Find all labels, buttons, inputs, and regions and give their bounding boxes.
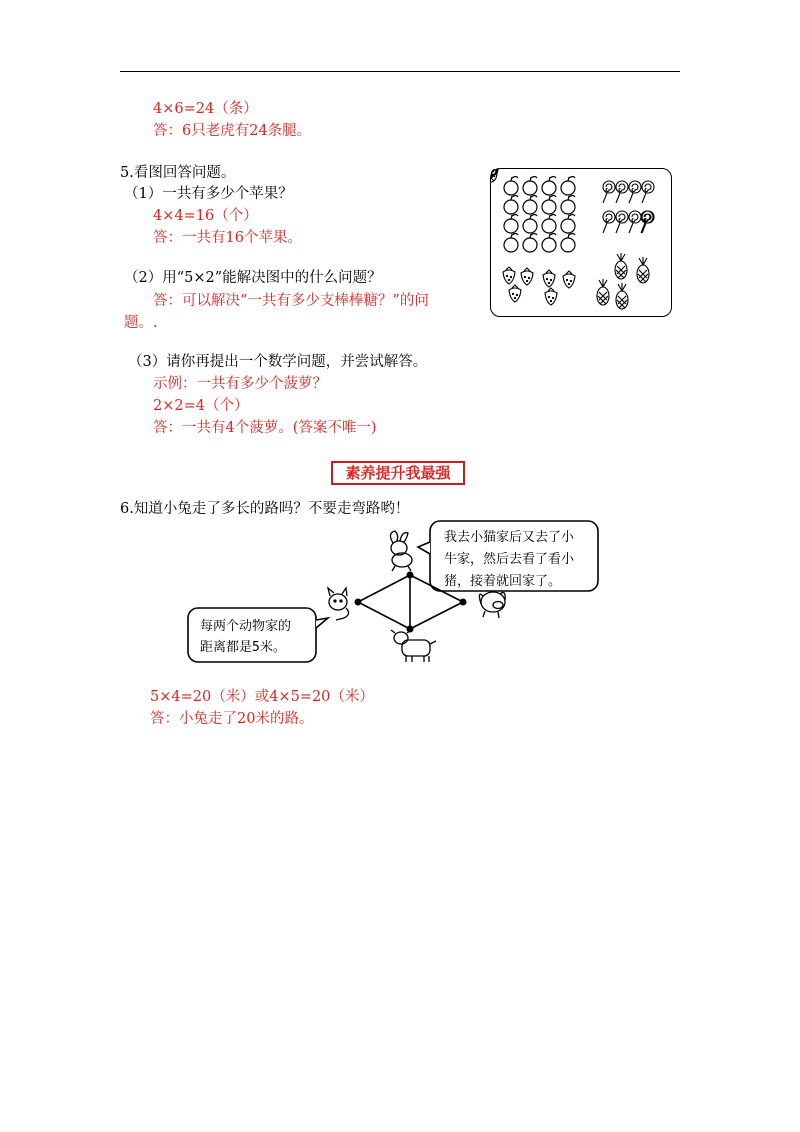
right-bubble-line2: 牛家，然后去看了看小 — [444, 552, 575, 567]
header-rule — [120, 71, 680, 72]
q6-equation: 5×4=20（米）或4×5=20（米） — [150, 689, 374, 705]
fruit-candy-illustration — [491, 169, 673, 318]
q5-part3-answer: 答：一共有4个菠萝。(答案不唯一) — [153, 420, 377, 436]
q5-part1-question: （1）一共有多少个苹果？ — [124, 186, 293, 202]
section-banner — [331, 461, 465, 485]
q4-answer: 答：6只老虎有24条腿。 — [153, 123, 312, 139]
pig-icon — [479, 592, 505, 618]
cow-icon — [391, 630, 436, 662]
left-bubble-line1: 每两个动物家的 — [200, 619, 292, 634]
rabbit-route-diagram — [180, 516, 610, 676]
q5-part2-answer-line1: 答：可以解决“一共有多少支棒棒糖？”的问 — [153, 293, 429, 309]
q5-part2-question: （2）用“5×2”能解决图中的什么问题？ — [124, 270, 382, 286]
q5-part1-answer: 答：一共有16个苹果。 — [153, 230, 302, 246]
q6-answer: 答：小兔走了20米的路。 — [150, 711, 314, 727]
q5-part3-equation: 2×2=4（个） — [153, 398, 249, 414]
fruit-candy-picture — [490, 168, 672, 317]
section-banner-label: 素养提升我最强 — [345, 464, 451, 482]
q5-part1-equation: 4×4=16（个） — [153, 208, 258, 224]
q4-equation: 4×6=24（条） — [153, 101, 258, 117]
right-bubble-line3: 猪，接着就回家了。 — [444, 574, 562, 589]
q5-part3-question: （3）请你再提出一个数学问题，并尝试解答。 — [128, 354, 428, 370]
rabbit-icon — [390, 531, 412, 571]
q5-part2-answer-line2: 题。. — [124, 315, 158, 331]
right-bubble-line1: 我去小猫家后又去了小 — [444, 530, 575, 545]
cat-icon — [328, 588, 349, 620]
q5-part3-example: 示例：一共有多少个菠萝？ — [153, 376, 327, 392]
q5-title: 5.看图回答问题。 — [120, 165, 236, 181]
q6-title: 6.知道小兔走了多长的路吗？不要走弯路哟！ — [120, 501, 410, 517]
left-bubble-line2: 距离都是5米。 — [200, 640, 286, 655]
